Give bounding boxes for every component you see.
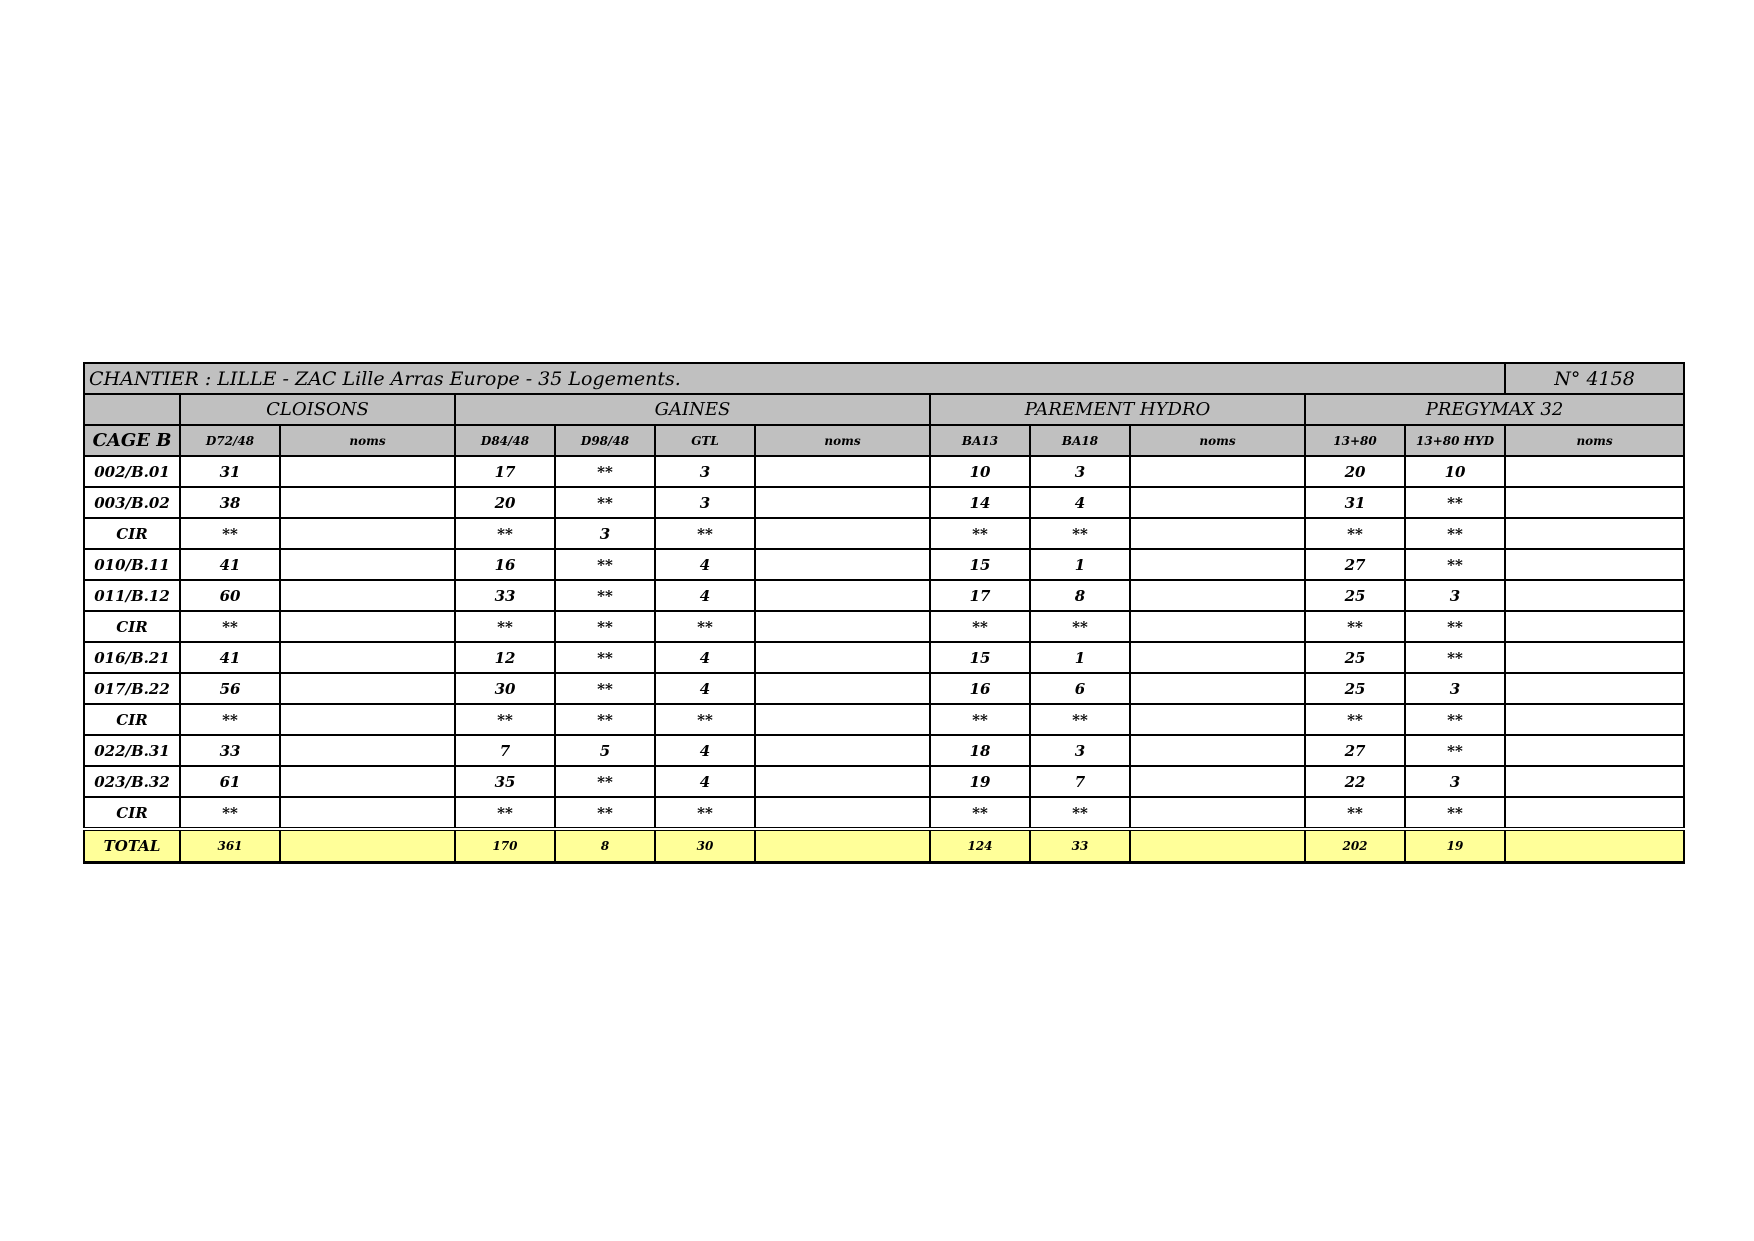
table-cell [280,487,455,518]
table-cell: 4 [1030,487,1130,518]
table-cell [280,673,455,704]
column-header: noms [280,425,455,456]
table-cell: ** [930,611,1030,642]
table-cell [1505,673,1684,704]
table-cell [1130,673,1305,704]
column-header: 13+80 HYD [1405,425,1505,456]
table-row [84,611,1684,642]
row-label: 003/B.02 [84,487,180,518]
table-cell: 30 [455,673,555,704]
table-cell: 17 [930,580,1030,611]
table-cell: ** [1405,735,1505,766]
table-cell: 16 [455,549,555,580]
table-row [84,797,1684,829]
total-cell: 30 [655,829,755,863]
table-cell: ** [1305,704,1405,735]
table-cell [1130,735,1305,766]
row-label: 016/B.21 [84,642,180,673]
table-cell [1505,735,1684,766]
table-cell: 41 [180,642,280,673]
column-header: BA18 [1030,425,1130,456]
table-cell: ** [555,642,655,673]
table-cell [1130,456,1305,487]
column-header: D72/48 [180,425,280,456]
table-cell: 7 [455,735,555,766]
table-cell [755,456,930,487]
table-cell: ** [455,704,555,735]
table-cell: ** [655,797,755,829]
table-cell: ** [655,611,755,642]
table-cell: ** [1030,797,1130,829]
table-cell: 56 [180,673,280,704]
table-cell: 38 [180,487,280,518]
table-cell: ** [1305,797,1405,829]
table-row [84,580,1684,611]
table-row [84,487,1684,518]
column-header: noms [1130,425,1305,456]
table-cell: ** [930,704,1030,735]
table-cell: 3 [1030,456,1130,487]
table-cell: 15 [930,642,1030,673]
table-cell: 4 [655,735,755,766]
table-cell [1505,487,1684,518]
table-cell [1505,797,1684,829]
table-cell [755,766,930,797]
table-row [84,735,1684,766]
table-cell [1130,611,1305,642]
table-cell: ** [655,704,755,735]
table-cell [1505,611,1684,642]
row-label: 017/B.22 [84,673,180,704]
total-cell [1505,829,1684,863]
group-header-empty [84,394,180,425]
table-cell: 4 [655,549,755,580]
table-cell: ** [455,797,555,829]
group-cloisons: CLOISONS [180,394,455,425]
column-header: BA13 [930,425,1030,456]
table-cell: ** [555,456,655,487]
table-cell: ** [1305,518,1405,549]
table-cell [1505,518,1684,549]
table-cell [755,673,930,704]
table-row [84,642,1684,673]
table-cell [755,549,930,580]
table-cell: 7 [1030,766,1130,797]
table-cell: ** [180,611,280,642]
table-cell: 33 [455,580,555,611]
table-cell: 3 [1405,673,1505,704]
table-cell: 20 [1305,456,1405,487]
table-cell: ** [555,673,655,704]
table-cell: ** [930,797,1030,829]
table-cell: 25 [1305,642,1405,673]
table-cell: ** [1030,704,1130,735]
row-label: CIR [84,797,180,829]
total-cell: 19 [1405,829,1505,863]
table-cell: 1 [1030,549,1130,580]
table-cell: ** [180,797,280,829]
row-label: CIR [84,518,180,549]
table-cell: ** [555,487,655,518]
table-cell: 5 [555,735,655,766]
table-cell: ** [1405,642,1505,673]
total-cell: 124 [930,829,1030,863]
table-cell [755,642,930,673]
row-label: 022/B.31 [84,735,180,766]
table-cell: 16 [930,673,1030,704]
table-cell [280,456,455,487]
row-label: CIR [84,611,180,642]
table-cell: 18 [930,735,1030,766]
table-cell: 3 [655,487,755,518]
table-cell: 35 [455,766,555,797]
table-cell [1505,549,1684,580]
table-cell: 31 [1305,487,1405,518]
table-cell: ** [655,518,755,549]
table-cell [755,735,930,766]
document-number: N° 4158 [1505,363,1684,394]
table-cell: 20 [455,487,555,518]
table-row [84,456,1684,487]
table-row [84,549,1684,580]
table-cell: 22 [1305,766,1405,797]
table-cell [1505,704,1684,735]
table-cell: 25 [1305,673,1405,704]
table-cell: ** [930,518,1030,549]
table-cell [1130,549,1305,580]
column-header: noms [755,425,930,456]
table-cell [755,518,930,549]
table-cell: 3 [1405,766,1505,797]
table-cell [755,611,930,642]
table-cell: 61 [180,766,280,797]
site-title: CHANTIER : LILLE - ZAC Lille Arras Europe - 35 Logements. [84,363,1505,394]
table-cell: 1 [1030,642,1130,673]
column-header: 13+80 [1305,425,1405,456]
table-cell: ** [555,611,655,642]
table-cell [280,549,455,580]
table-cell: ** [555,549,655,580]
table-cell [1130,766,1305,797]
total-cell: 202 [1305,829,1405,863]
table-cell: ** [555,704,655,735]
table-cell [280,611,455,642]
table-cell [1130,487,1305,518]
table-cell [280,518,455,549]
table-cell: 27 [1305,549,1405,580]
table-cell: 60 [180,580,280,611]
total-cell: 170 [455,829,555,863]
table-row [84,673,1684,704]
table-row [84,518,1684,549]
row-label: 011/B.12 [84,580,180,611]
column-header: noms [1505,425,1684,456]
total-cell [280,829,455,863]
table-cell [1505,766,1684,797]
total-cell: 8 [555,829,655,863]
table-cell [1505,642,1684,673]
table-cell [1130,797,1305,829]
table-cell [280,735,455,766]
table-cell: 31 [180,456,280,487]
table-cell: 3 [655,456,755,487]
table-cell [280,704,455,735]
table-cell: 3 [1030,735,1130,766]
table-cell: 8 [1030,580,1130,611]
column-header: GTL [655,425,755,456]
table-cell: ** [1405,611,1505,642]
table-cell [755,704,930,735]
table-cell [1505,580,1684,611]
table-cell: ** [1405,797,1505,829]
group-header-row [84,394,1684,425]
row-label: CIR [84,704,180,735]
table-cell: 15 [930,549,1030,580]
table-row [84,704,1684,735]
table-cell: 4 [655,642,755,673]
total-row [84,829,1684,863]
title-row [84,363,1684,394]
table-cell: ** [180,704,280,735]
table-cell: ** [1405,549,1505,580]
table-cell: 25 [1305,580,1405,611]
table-cell [280,642,455,673]
column-header-row [84,425,1684,456]
table-cell: ** [1305,611,1405,642]
total-label: TOTAL [84,829,180,863]
table-cell: 10 [1405,456,1505,487]
table-cell [755,487,930,518]
table-cell: ** [180,518,280,549]
table-cell: 6 [1030,673,1130,704]
total-cell [755,829,930,863]
table-cell [280,766,455,797]
table-cell [1505,456,1684,487]
table-row [84,766,1684,797]
table-cell [755,797,930,829]
table-cell: ** [455,611,555,642]
row-label: 002/B.01 [84,456,180,487]
table-cell [1130,642,1305,673]
table-cell: ** [1030,611,1130,642]
table-cell: ** [1405,704,1505,735]
table-cell: 3 [555,518,655,549]
table-cell [1130,518,1305,549]
total-cell: 33 [1030,829,1130,863]
table-cell: ** [455,518,555,549]
table-cell: ** [1030,518,1130,549]
table-cell: 41 [180,549,280,580]
column-header: D84/48 [455,425,555,456]
table-cell: 4 [655,766,755,797]
table-cell: 4 [655,673,755,704]
table-cell: 27 [1305,735,1405,766]
column-header: D98/48 [555,425,655,456]
table-cell: ** [555,797,655,829]
table-cell: 19 [930,766,1030,797]
table-cell: 12 [455,642,555,673]
group-pregymax: PREGYMAX 32 [1305,394,1684,425]
table-cell: ** [1405,518,1505,549]
table-cell: 14 [930,487,1030,518]
table-cell [1130,704,1305,735]
table-cell [280,797,455,829]
row-label: 023/B.32 [84,766,180,797]
table-cell [755,580,930,611]
column-header: CAGE B [84,425,180,456]
quantities-table [83,362,1685,864]
table-cell: ** [1405,487,1505,518]
group-gaines: GAINES [455,394,930,425]
table-cell: ** [555,580,655,611]
table-cell: 3 [1405,580,1505,611]
table-cell: ** [555,766,655,797]
table-cell: 10 [930,456,1030,487]
total-cell [1130,829,1305,863]
table-cell: 17 [455,456,555,487]
table-cell [1130,580,1305,611]
table-cell [280,580,455,611]
group-parement-hydro: PAREMENT HYDRO [930,394,1305,425]
total-cell: 361 [180,829,280,863]
table-cell: 4 [655,580,755,611]
table-cell: 33 [180,735,280,766]
row-label: 010/B.11 [84,549,180,580]
